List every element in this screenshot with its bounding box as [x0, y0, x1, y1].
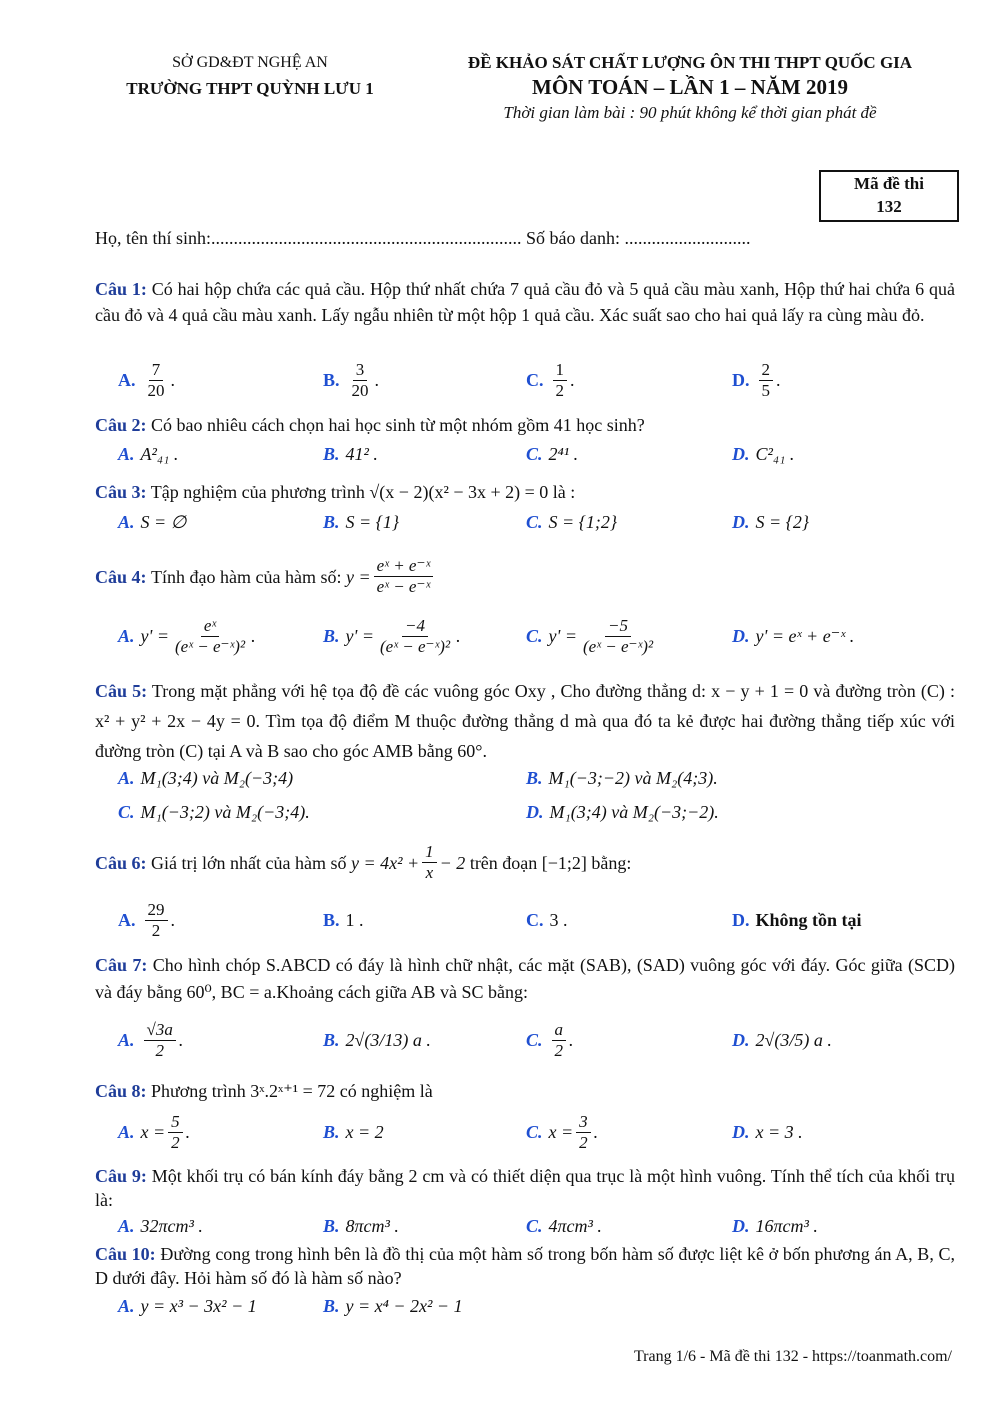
question-8 [95, 1078, 955, 1104]
exam-code-box [819, 170, 959, 222]
subject-title: MÔN TOÁN – LẦN 1 – NĂM 2019 [532, 75, 848, 99]
option-d: D. C²₄₁ . [732, 443, 795, 464]
option-b: B. 1 . [323, 909, 364, 930]
options-3 [118, 502, 958, 542]
options-1 [118, 360, 958, 400]
option-c: C. $\frac{1}{2}$ . [526, 359, 575, 400]
exam-code-label: Mã đề thi [854, 174, 924, 193]
question-7 [95, 952, 955, 1006]
question-number: Câu 1: [95, 279, 147, 299]
question-text: Trong mặt phẳng với hệ tọa độ đề các vuông góc Oxy , Cho đường thẳng d: x − y + 1 = 0 và đường tròn (C) : x² + y² + 2x − 4y = 0. Tìm tọa độ điểm M thuộc đường thẳng d mà qua đó ta kẻ được hai đường thẳng tiếp xúc với đường tròn (C) tại A và B sao cho góc AMB bằng 60°. [95, 681, 955, 761]
option-c: C. M₁(−3;2) và M₂(−3;4). [118, 801, 310, 822]
options-5b [118, 792, 958, 832]
option-a: A. 32πcm³ . [118, 1215, 203, 1236]
option-c: C. 3 . [526, 909, 568, 930]
question-number: Câu 7: [95, 955, 148, 975]
option-a: A. $\frac{7}{20}$ . [118, 359, 175, 400]
options-4 [118, 616, 958, 656]
question-4: Câu 4: Tính đạo hàm của hàm số: y = $\frac{\text{eˣ + e⁻ˣ}}{\text{eˣ − e⁻ˣ}}$ [95, 556, 955, 597]
question-number: Câu 9: [95, 1166, 147, 1186]
options-6 [118, 900, 958, 940]
question-number: Câu 6: [95, 852, 147, 873]
option-d: D. S = {2} [732, 511, 810, 532]
question-number: Câu 10: [95, 1244, 156, 1264]
option-d: D. $\frac{2}{5}$ . [732, 359, 781, 400]
option-b: B. 41² . [323, 443, 378, 464]
option-c: C. x = $\frac{3}{2}$ . [526, 1111, 599, 1152]
option-b: B. $\frac{3}{20}$ . [323, 359, 380, 400]
question-number: Câu 5: [95, 681, 148, 701]
question-text: Phương trình 3ˣ.2ˣ⁺¹ = 72 có nghiệm là [151, 1081, 433, 1101]
question-5 [95, 676, 955, 766]
option-c: C. 2⁴¹ . [526, 443, 579, 464]
option-a: A. y = x³ − 3x² − 1 [118, 1295, 257, 1316]
options-2 [118, 434, 958, 474]
question-9 [95, 1164, 955, 1212]
student-info-line: Họ, tên thí sinh:..................................................................... Số báo danh: ............................ [95, 228, 751, 248]
header-right [410, 50, 970, 125]
question-text: Cho hình chóp S.ABCD có đáy là hình chữ nhật, các mặt (SAB), (SAD) vuông góc với đáy. Góc giữa (SCD) và đáy bằng 60⁰, BC = a.Khoảng cách giữa AB và SC bằng: [95, 955, 956, 1002]
option-d: D. 2√(3/5) a . [732, 1029, 832, 1050]
option-b: B. x = 2 [323, 1121, 384, 1142]
option-c: C. 4πcm³ . [526, 1215, 602, 1236]
options-8 [118, 1112, 958, 1152]
question-1 [95, 276, 955, 328]
exam-code-value: 132 [876, 197, 902, 216]
question-text: Đường cong trong hình bên là đồ thị của một hàm số trong bốn hàm số được liệt kê ở bốn phương án A, B, C, D dưới đây. Hỏi hàm số đó là hàm số nào? [95, 1244, 955, 1288]
options-9 [118, 1206, 958, 1246]
option-b: B. S = {1} [323, 511, 400, 532]
option-a: A. $\frac{√3a}{2}$ . [118, 1019, 184, 1060]
option-c: C. $\frac{a}{2}$ . [526, 1019, 574, 1060]
option-a: A. A²₄₁ . [118, 443, 179, 464]
option-a: A. $\frac{29}{2}$ . [118, 899, 175, 940]
option-d: D. 16πcm³ . [732, 1215, 818, 1236]
options-7 [118, 1020, 958, 1060]
option-b: B. 2√(3/13) a . [323, 1029, 431, 1050]
option-d: D. x = 3 . [732, 1121, 803, 1142]
header-left [95, 50, 405, 102]
question-number: Câu 8: [95, 1081, 147, 1101]
question-number: Câu 3: [95, 482, 147, 502]
exam-title: ĐỀ KHẢO SÁT CHẤT LƯỢNG ÔN THI THPT QUỐC GIA [467, 53, 913, 72]
department-name: SỞ GD&ĐT NGHỆ AN [172, 54, 328, 71]
option-a: A. M₁(3;4) và M₂(−3;4) [118, 767, 294, 788]
option-c: C. S = {1;2} [526, 511, 618, 532]
option-a: A. S = ∅ [118, 511, 187, 532]
question-number: Câu 4: [95, 566, 147, 587]
question-text: Một khối trụ có bán kính đáy bằng 2 cm và có thiết diện qua trục là một hình vuông. Tính thể tích của khối trụ là: [95, 1166, 955, 1210]
question-number: Câu 2: [95, 415, 147, 435]
option-b: B. y = x⁴ − 2x² − 1 [323, 1295, 463, 1316]
option-d: D. y' = eˣ + e⁻ˣ . [732, 625, 855, 646]
question-text: Có bao nhiêu cách chọn hai học sinh từ một nhóm gồm 41 học sinh? [151, 415, 645, 435]
option-d: D. M₁(3;4) và M₂(−3;−2). [526, 801, 719, 822]
option-b: B. M₁(−3;−2) và M₂(4;3). [526, 767, 718, 788]
option-b: B. 8πcm³ . [323, 1215, 399, 1236]
page-footer: Trang 1/6 - Mã đề thi 132 - https://toanmath.com/ [633, 1348, 952, 1365]
option-d: D. Không tồn tại [732, 909, 862, 930]
question-text: Có hai hộp chứa các quả cầu. Hộp thứ nhất chứa 7 quả cầu đỏ và 5 quả cầu màu xanh, Hộp thứ hai chứa 6 quả cầu đỏ và 4 quả cầu màu xanh. Lấy ngẫu nhiên từ một hộp 1 quả cầu. Xác suất sao cho hai quả lấy ra cùng màu đỏ. [95, 279, 955, 325]
question-6: Câu 6: Giá trị lớn nhất của hàm số y = 4x² + $\frac{1}{x}$ − 2 trên đoạn [−1;2] bằng: [95, 842, 632, 882]
question-text: Tính đạo hàm của hàm số: [151, 566, 342, 587]
option-b: B. y' = $\frac{-4}{\text{(eˣ − e⁻ˣ)²}}$ . [323, 615, 461, 656]
question-text: Tập nghiệm của phương trình √(x − 2)(x² − 3x + 2) = 0 là : [150, 482, 576, 502]
school-name: TRƯỜNG THPT QUỲNH LƯU 1 [126, 79, 374, 98]
option-c: C. y' = $\frac{-5}{\text{(eˣ − e⁻ˣ)²}}$ [526, 615, 654, 656]
options-10 [118, 1286, 958, 1326]
option-a: A. x = $\frac{5}{2}$ . [118, 1111, 191, 1152]
exam-duration: Thời gian làm bài : 90 phút không kể thời gian phát đề [503, 103, 877, 122]
question-10 [95, 1242, 955, 1290]
option-a: A. y' = $\frac{\text{eˣ}}{\text{(eˣ − e⁻ˣ)²}}$ . [118, 615, 256, 656]
